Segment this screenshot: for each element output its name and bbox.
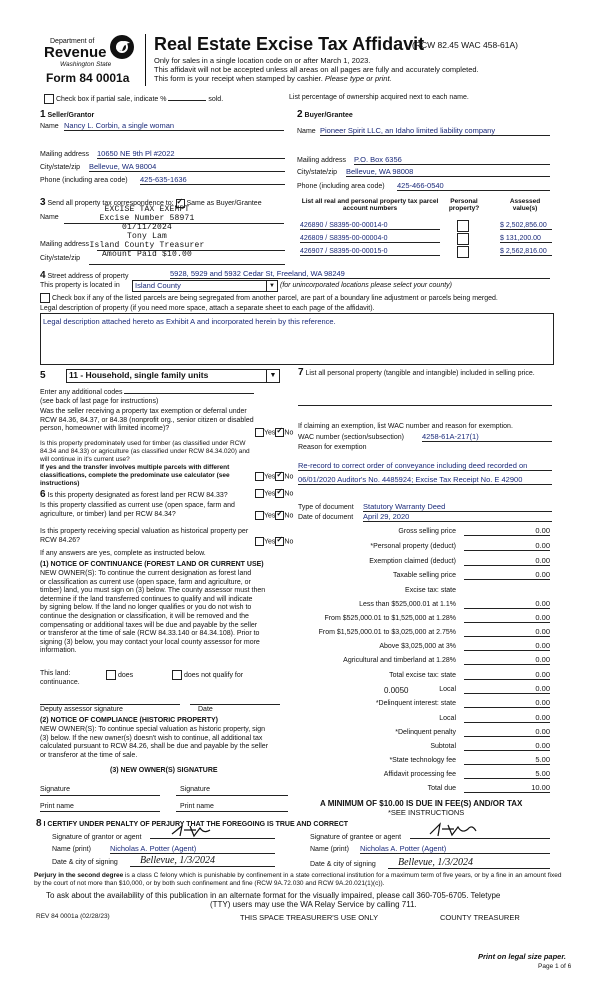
partial-sale-checkbox[interactable] bbox=[44, 94, 54, 104]
personal-property-checkbox[interactable] bbox=[457, 246, 469, 258]
deputy-date-line[interactable] bbox=[190, 704, 280, 705]
header-note-3: This form is your receipt when stamped by cashier. Please type or print. bbox=[154, 74, 392, 83]
deputy-label: Deputy assessor signature bbox=[40, 706, 123, 713]
q6c-no-checkbox[interactable] bbox=[275, 537, 284, 546]
owner-sig-label-2: Signature bbox=[180, 786, 210, 793]
county-treasurer: COUNTY TREASURER bbox=[440, 913, 520, 922]
grantee-signature-scribble bbox=[428, 822, 488, 838]
header-note-2: This affidavit will not be accepted unless all areas on all pages are fully and accurately completed. bbox=[154, 65, 479, 74]
tax-row-value[interactable]: 0.00 bbox=[464, 727, 550, 737]
does-option: does bbox=[106, 670, 133, 680]
parcel-number[interactable]: 426809 / S8395-00-00004-0 bbox=[300, 235, 440, 243]
seller-heading: 1 Seller/Grantor bbox=[40, 109, 95, 120]
tax-row-value[interactable]: 0.00 bbox=[464, 541, 550, 551]
q6a-yes-checkbox[interactable] bbox=[255, 489, 264, 498]
form-number: Form 84 0001a bbox=[46, 71, 130, 85]
grantor-name-label: Name (print) bbox=[52, 846, 91, 853]
q6a-no-checkbox[interactable] bbox=[275, 489, 284, 498]
tax-row-label: Local bbox=[439, 686, 456, 693]
grantee-sig-label: Signature of grantee or agent bbox=[310, 834, 402, 841]
grantee-name-label: Name (print) bbox=[310, 846, 349, 853]
buyer-heading: 2 Buyer/Grantee bbox=[297, 109, 353, 120]
grantor-signature[interactable] bbox=[150, 826, 275, 839]
revenue-wordmark: Revenue bbox=[44, 44, 107, 61]
tax-row-value[interactable]: 0.00 bbox=[464, 556, 550, 566]
s3-mailing-label: Mailing address bbox=[40, 241, 90, 248]
additional-codes-label: Enter any additional codes bbox=[40, 389, 254, 396]
buyer-name-label: Name bbox=[297, 128, 316, 135]
access-line-2: (TTY) users may use the WA Relay Service by calling 711. bbox=[210, 900, 417, 909]
exempt-stamp: EXCISE TAX EXEMPT Excise Number 58971 01/11/2024 Tony Lam Island County Treasurer Amount Paid $10.00 bbox=[89, 205, 205, 259]
tax-row-label: Taxable selling price bbox=[392, 572, 456, 579]
see-instructions: *SEE INSTRUCTIONS bbox=[388, 808, 465, 817]
tax-row-label: From $525,000.01 to $1,525,000 at 1.28% bbox=[324, 615, 456, 622]
land-use-select[interactable]: 11 - Household, single family units ▼ bbox=[66, 369, 280, 383]
buyer-name-field[interactable]: Pioneer Spirit LLC, an Idaho limited liability company bbox=[320, 126, 550, 136]
grantee-name-field[interactable]: Nicholas A. Potter (Agent) bbox=[360, 844, 550, 854]
section5-number: 5 bbox=[40, 370, 46, 381]
tax-row-label: Subtotal bbox=[430, 743, 456, 750]
buyer-city-label: City/state/zip bbox=[297, 169, 338, 176]
perjury-text: Perjury in the second degree is a class C felony which is punishable by confinement in a state correctional institution for a maximum term of five years, or by a fine in an amount fixed by the court of not more than $10,000, or by both such confinement and fine (RCW 9A.72.030 and RCW 9A.20.021(1)(c)). bbox=[34, 872, 562, 887]
timber-question-b: If yes and the transfer involves multiple parcels with different classifications, complete the predominate use calculator (see instructions) bbox=[40, 464, 230, 487]
s3-name-label: Name bbox=[40, 214, 59, 221]
q1-no-checkbox[interactable] bbox=[275, 428, 284, 437]
county-select[interactable]: Island County ▼ bbox=[132, 280, 278, 292]
tax-row-value[interactable]: 0.00 bbox=[464, 641, 550, 651]
personal-property-checkbox[interactable] bbox=[457, 220, 469, 232]
new-owner-sig-heading: (3) NEW OWNER(S) SIGNATURE bbox=[110, 767, 218, 774]
tax-row-label: Agricultural and timberland at 1.28% bbox=[343, 657, 456, 664]
header-note-1: Only for sales in a single location code on or after March 1, 2023. bbox=[154, 56, 371, 65]
doc-type-label: Type of document bbox=[298, 504, 354, 511]
does-not-checkbox[interactable] bbox=[172, 670, 182, 680]
tax-row-value[interactable]: 5.00 bbox=[464, 755, 550, 765]
compliance-body: NEW OWNER(S): To continue special valuation as historic property, sign (3) below. If the new owner(s) doesn't wish to continue, all additional tax calculated pursuant to RCW 84.26, shall be due and payable by the seller or transferor at the time of sale. bbox=[40, 726, 269, 759]
tax-row-label: Exemption claimed (deduct) bbox=[369, 558, 456, 565]
forest-question: 6 Is this property designated as forest land per RCW 84.33? bbox=[40, 489, 228, 500]
seller-mailing-field[interactable]: 10650 NE 9th Pl #2022 bbox=[97, 149, 285, 159]
wac-field[interactable]: 4258-61A-217(1) bbox=[422, 432, 552, 442]
pct-note: List percentage of ownership acquired next to each name. bbox=[289, 94, 469, 101]
dept-line: Department of bbox=[50, 38, 95, 45]
wac-label: WAC number (section/subsection) bbox=[298, 434, 404, 441]
section7-label: 7 List all personal property (tangible and intangible) included in selling price. bbox=[298, 367, 535, 378]
buyer-city-field[interactable]: Bellevue, WA 98008 bbox=[346, 167, 550, 177]
segregate-row: Check box if any of the listed parcels are being segregated from another parcel, are part of a boundary line adjustment or parcels being merged. bbox=[40, 293, 498, 303]
grantor-date-label: Date & city of signing bbox=[52, 859, 118, 866]
minimum-notice: A MINIMUM OF $10.00 IS DUE IN FEE(S) AND/OR TAX bbox=[320, 799, 523, 808]
tax-row-value[interactable]: 0.00 bbox=[464, 655, 550, 665]
rcw-ref: (RCW 82.45 WAC 458-61A) bbox=[412, 40, 518, 50]
certify-heading: 8 I CERTIFY UNDER PENALTY OF PERJURY THAT THE FOREGOING IS TRUE AND CORRECT bbox=[36, 818, 349, 829]
tax-row-label: Affidavit processing fee bbox=[383, 771, 456, 778]
legal-paper-note: Print on legal size paper. bbox=[478, 952, 566, 961]
rev-number: REV 84 0001a (02/28/23) bbox=[36, 913, 110, 920]
parcel-number[interactable]: 426890 / S8395-00-00014-0 bbox=[300, 222, 440, 230]
assessed-value[interactable]: $ 2,562,816.00 bbox=[500, 248, 552, 256]
q6a-yesno: Yes✓ No bbox=[255, 489, 293, 498]
tax-row-label: Total due bbox=[427, 785, 456, 792]
q6c-yesno: Yes✓ No bbox=[255, 537, 293, 546]
tax-row-value[interactable]: 10.00 bbox=[464, 783, 550, 793]
continuance-word: continuance. bbox=[40, 679, 80, 686]
q6b-yes-checkbox[interactable] bbox=[255, 511, 264, 520]
q1-yesno: Yes✓ No bbox=[255, 428, 293, 437]
tax-row-label: *State technology fee bbox=[389, 757, 456, 764]
q6c-yes-checkbox[interactable] bbox=[255, 537, 264, 546]
page-title: Real Estate Excise Tax Affidavit bbox=[154, 34, 425, 54]
buyer-mailing-field[interactable]: P.O. Box 6356 bbox=[354, 155, 550, 165]
seller-name-field[interactable]: Nancy L. Corbin, a single woman bbox=[64, 121, 284, 131]
deputy-sig-line[interactable] bbox=[40, 704, 180, 705]
buyer-phone-field[interactable]: 425-466-0540 bbox=[397, 181, 550, 191]
county-note: (for unincorporated locations please select your county) bbox=[280, 282, 452, 289]
does-not-option: does not qualify for bbox=[172, 670, 243, 680]
q6b-yesno: Yes✓ No bbox=[255, 511, 293, 520]
located-label: This property is located in bbox=[40, 282, 120, 289]
grantee-date-label: Date & city of signing bbox=[310, 861, 376, 868]
tax-row-label: *Delinquent interest: state bbox=[375, 700, 456, 707]
tax-row-label: From $1,525,000.01 to $3,025,000 at 2.75% bbox=[318, 629, 456, 636]
tax-row-value[interactable]: 5.00 bbox=[464, 769, 550, 779]
tax-row-label: Gross selling price bbox=[398, 528, 456, 535]
dor-logo-icon bbox=[108, 33, 136, 61]
assessed-col-head: Assessed value(s) bbox=[509, 198, 541, 212]
assessed-value[interactable]: $ 131,200.00 bbox=[500, 235, 552, 243]
q2-yes-checkbox[interactable] bbox=[255, 472, 264, 481]
tax-row-value[interactable]: 0.00 bbox=[464, 670, 550, 680]
owner-sig-label-1: Signature bbox=[40, 786, 70, 793]
grantor-sig-label: Signature of grantor or agent bbox=[52, 834, 142, 841]
reason-label: Reason for exemption bbox=[298, 444, 367, 451]
doc-date-label: Date of document bbox=[298, 514, 354, 521]
q2-no-checkbox[interactable] bbox=[275, 472, 284, 481]
seller-phone-field[interactable]: 425-635-1636 bbox=[140, 175, 285, 185]
q2-yesno: Yes✓ No bbox=[255, 472, 293, 481]
seller-city-field[interactable]: Bellevue, WA 98004 bbox=[89, 162, 285, 172]
buyer-mailing-label: Mailing address bbox=[297, 157, 347, 164]
owner-sig-line-2[interactable] bbox=[176, 795, 288, 796]
header-divider bbox=[145, 34, 146, 86]
parcels-col-head: List all real and personal property tax parcel account numbers bbox=[301, 198, 439, 212]
tax-row-label: Local bbox=[439, 715, 456, 722]
partial-sale-row: Check box if partial sale, indicate % sold. bbox=[44, 94, 223, 104]
owner-print-label-2: Print name bbox=[180, 803, 214, 810]
seller-city-label: City/state/zip bbox=[40, 164, 81, 171]
access-line-1: To ask about the availability of this publication in an alternate format for the visually impaired, please call 360-705-6705. Teletype bbox=[46, 891, 501, 900]
tax-row-label: Above $3,025,000 at 3% bbox=[379, 643, 456, 650]
tax-row-value[interactable]: 0.00 bbox=[464, 613, 550, 623]
tax-row-label: *Personal property (deduct) bbox=[370, 543, 456, 550]
tax-row-label: Less than $525,000.01 at 1.1% bbox=[359, 601, 456, 608]
owner-print-line-2[interactable] bbox=[176, 811, 288, 812]
parcel-number[interactable]: 426907 / S8395-00-00015-0 bbox=[300, 248, 440, 256]
street-label: 4 Street address of property bbox=[40, 270, 129, 281]
tax-row-value[interactable]: 0.00 bbox=[464, 627, 550, 637]
timber-question: Is this property predominately used for timber (as classified under RCW 84.34 and 84.33) or agriculture (as classified under RCW 84.34.020) and will continue in it's current use? bbox=[40, 440, 250, 463]
personal-property-line[interactable] bbox=[298, 405, 552, 406]
page-number: Page 1 of 6 bbox=[538, 963, 572, 970]
reason-line-1[interactable]: Re-record to correct order of conveyance including deed recorded on bbox=[298, 461, 552, 471]
tax-row-value[interactable]: 0.00 bbox=[464, 684, 550, 694]
grantor-name-field[interactable]: Nicholas A. Potter (Agent) bbox=[110, 844, 275, 854]
tax-row-value[interactable]: 0.00 bbox=[464, 599, 550, 609]
grantee-date-field[interactable]: Bellevue, 1/3/2024 bbox=[388, 857, 550, 869]
personal-property-checkbox[interactable] bbox=[457, 233, 469, 245]
chevron-down-icon: ▼ bbox=[266, 281, 277, 291]
tax-row-label: Total excise tax: state bbox=[389, 672, 456, 679]
grantee-signature[interactable] bbox=[410, 826, 550, 839]
doc-date-field[interactable]: April 29, 2020 bbox=[363, 512, 552, 522]
grantor-date-field[interactable]: Bellevue, 1/3/2024 bbox=[130, 855, 275, 867]
if-yes-note: If any answers are yes, complete as instructed below. bbox=[40, 550, 206, 557]
seller-mailing-label: Mailing address bbox=[40, 151, 90, 158]
section3-label: 3 Send all property tax correspondence to: ✓ Same as Buyer/Grantee bbox=[40, 197, 262, 208]
historic-question: Is this property receiving special valuation as historical property per RCW 84.26? bbox=[40, 528, 249, 544]
tax-row-label: *Delinquent penalty bbox=[395, 729, 456, 736]
street-field[interactable]: 5928, 5929 and 5932 Cedar St, Freeland, WA 98249 bbox=[170, 269, 550, 279]
assessed-value[interactable]: $ 2,502,856.00 bbox=[500, 222, 552, 230]
segregate-checkbox[interactable] bbox=[40, 293, 50, 303]
buyer-phone-label: Phone (including area code) bbox=[297, 183, 385, 190]
deputy-date-label: Date bbox=[198, 706, 213, 713]
continuance-heading: (1) NOTICE OF CONTINUANCE (FOREST LAND OR CURRENT USE) bbox=[40, 561, 264, 568]
owner-sig-line-1[interactable] bbox=[40, 795, 160, 796]
treasurer-use: THIS SPACE TREASURER'S USE ONLY bbox=[240, 913, 379, 922]
seller-name-label: Name bbox=[40, 123, 59, 130]
tax-row-value[interactable]: 0.00 bbox=[464, 526, 550, 536]
s3-city-label: City/state/zip bbox=[40, 255, 81, 262]
seller-phone-label: Phone (including area code) bbox=[40, 177, 128, 184]
legal-description-box[interactable]: Legal description attached hereto as Exhibit A and incorporated herein by this reference. bbox=[40, 313, 554, 365]
tax-row-value[interactable]: 0.00 bbox=[464, 713, 550, 723]
this-land-row: This land: bbox=[40, 670, 71, 677]
continuance-body: NEW OWNER(S): To continue the current designation as forest land or classification as current use (open space, farm and agriculture, or timber) land, you must sign on (3) below. The county assessor must then determine if the land transferred continues to qualify and will indicate by signing below. If the land no longer qualifies or you do not wish to continue the designation or classification, it will be removed and the compensating or additional taxes will be due and payable by the seller or transferor at the time of sale (RCW 84.33.140 or 84.34.108). Prior to signing (3) below, you may contact your local county assessor for more information. bbox=[40, 570, 266, 655]
personal-col-head: Personal property? bbox=[448, 198, 480, 212]
state-label: Washington State bbox=[60, 61, 112, 68]
grantor-signature-scribble bbox=[170, 824, 230, 838]
current-use-question: Is this property classified as current use (open space, farm and agriculture, or timber) land per RCW 84.34? bbox=[40, 502, 235, 518]
local-rate: 0.0050 bbox=[384, 686, 409, 695]
compliance-heading: (2) NOTICE OF COMPLIANCE (HISTORIC PROPERTY) bbox=[40, 717, 218, 724]
doc-type-field[interactable]: Statutory Warranty Deed bbox=[363, 502, 552, 512]
owner-print-label-1: Print name bbox=[40, 803, 74, 810]
q6b-no-checkbox[interactable] bbox=[275, 511, 284, 520]
tax-row-value[interactable]: 0.00 bbox=[464, 741, 550, 751]
owner-print-line-1[interactable] bbox=[40, 811, 160, 812]
legal-label: Legal description of property (if you need more space, attach a separate sheet to each page of the affidavit). bbox=[40, 305, 375, 312]
tax-row-label: Excise tax: state bbox=[405, 587, 456, 594]
chevron-down-icon: ▼ bbox=[266, 370, 279, 382]
reason-line-2[interactable]: 06/01/2020 Auditor's No. 4485924; Excise Tax Receipt No. E 42900 bbox=[298, 475, 552, 485]
exemption-question: Was the seller receiving a property tax exemption or deferral under RCW 84.36, 84.37, or 84.38 (nonprofit org., senior citizen or disabled person, homeowner with limited income)? bbox=[40, 408, 254, 432]
q1-yes-checkbox[interactable] bbox=[255, 428, 264, 437]
tax-row-value[interactable]: 0.00 bbox=[464, 570, 550, 580]
does-checkbox[interactable] bbox=[106, 670, 116, 680]
see-back-label: (see back of last page for instructions) bbox=[40, 398, 159, 405]
exemption-label: If claiming an exemption, list WAC number and reason for exemption. bbox=[298, 423, 513, 430]
tax-row-value[interactable]: 0.00 bbox=[464, 698, 550, 708]
s3-line-3 bbox=[89, 264, 285, 265]
